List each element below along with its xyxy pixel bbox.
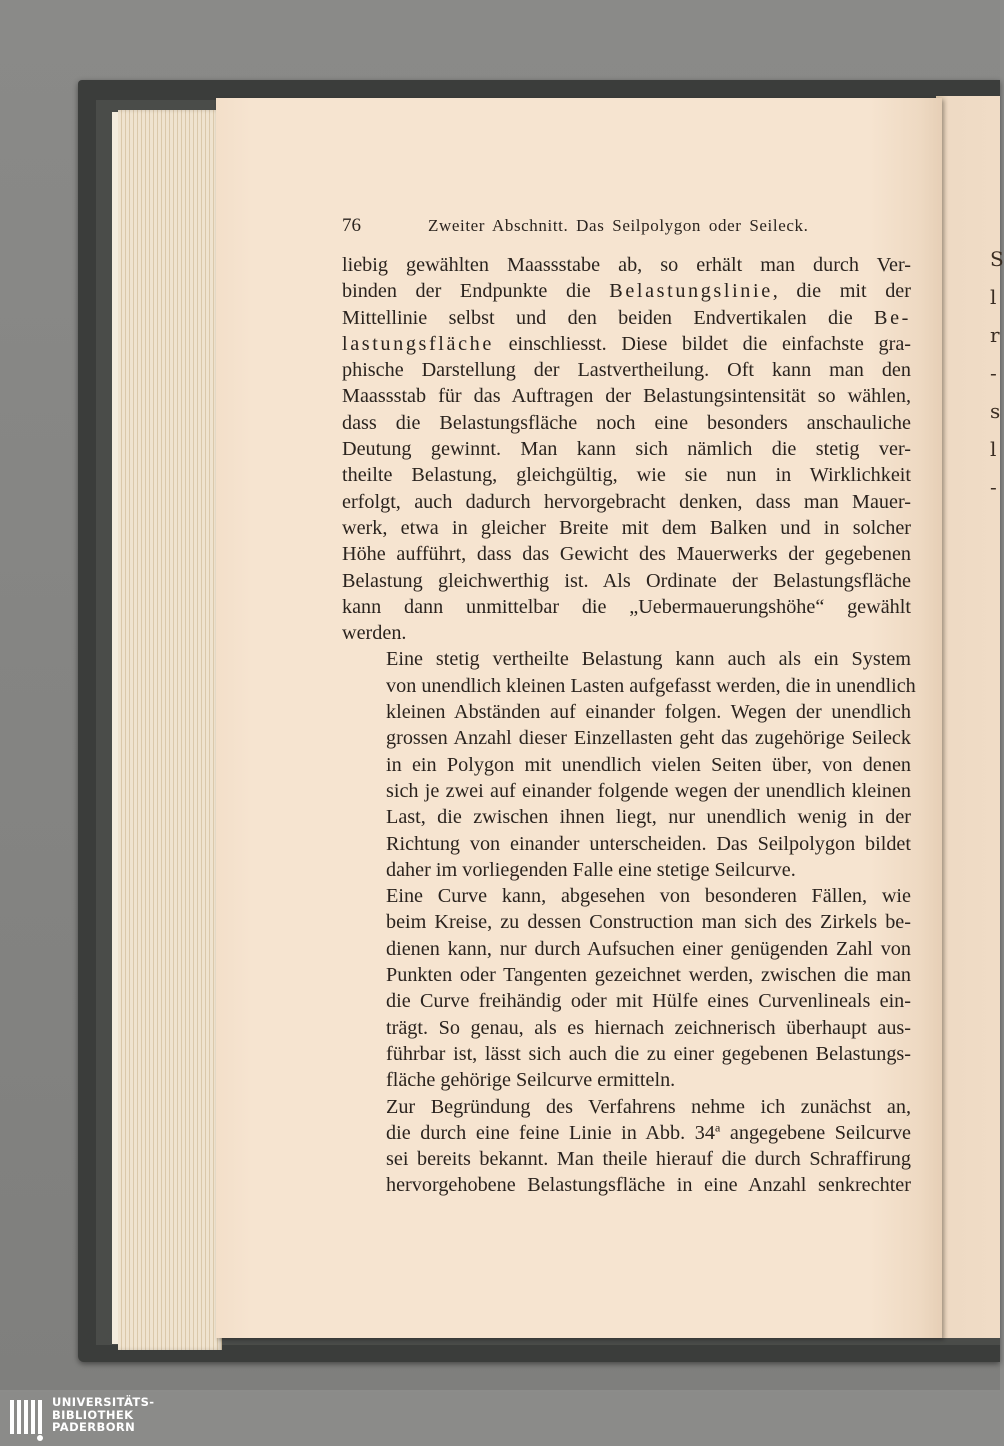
text-line: Deutung gewinnt. Man kann sich nämlich die stetig ver- xyxy=(342,438,911,461)
paragraph xyxy=(342,883,911,1093)
text-line: werk, etwa in gleicher Breite mit dem Balken und in solcher xyxy=(342,516,911,539)
text-line: grossen Anzahl dieser Einzellasten geht das zugehörige Seileck xyxy=(386,727,911,750)
text-line: Maassstab für das Auftragen der Belastungsintensität so wählen, xyxy=(342,385,911,408)
text-line: beim Kreise, zu dessen Construction man sich des Zirkels be- xyxy=(386,911,911,934)
text-line: erfolgt, auch dadurch hervorgebracht denken, dass man Mauer- xyxy=(342,490,911,513)
text-run: , die mit der xyxy=(772,280,911,303)
paragraph xyxy=(342,252,911,646)
logo-line: PADERBORN xyxy=(52,1420,136,1434)
text-line xyxy=(342,331,911,357)
text-line: Zur Begründung des Verfahrens nehme ich zunächst an, xyxy=(386,1095,911,1118)
emphasis-text: Belastungslinie xyxy=(609,280,773,303)
fragment-char: s xyxy=(990,399,1001,423)
page-edges-stack xyxy=(118,110,222,1350)
fragment-char: S xyxy=(990,247,1004,271)
text-line xyxy=(342,1120,911,1146)
text-line: dienen kann, nur durch Aufsuchen einer genügenden Zahl von xyxy=(386,937,911,960)
fragment-char: l xyxy=(990,437,997,461)
page-number: 76 xyxy=(342,215,361,236)
text-line: sich je zwei auf einander folgende wegen der unendlich kleinen xyxy=(386,779,911,802)
figure-superscript: a xyxy=(714,1120,721,1135)
fragment-char: - xyxy=(990,475,997,499)
text-line: Höhe aufführt, dass das Gewicht des Mauerwerks der gegebenen xyxy=(342,543,911,566)
text-line: Eine Curve kann, abgesehen von besonderen Fällen, wie xyxy=(386,885,911,908)
logo-line: UNIVERSITÄTS- xyxy=(52,1395,155,1409)
text-line: von unendlich kleinen Lasten aufgefasst werden, die in unendlich xyxy=(386,674,916,697)
text-line: trägt. So genau, als es hiernach zeichnerisch überhaupt aus- xyxy=(386,1016,911,1039)
text-line: fläche gehörige Seilcurve ermitteln. xyxy=(386,1069,676,1092)
text-line: hervorgehobene Belastungsfläche in eine Anzahl senkrechter xyxy=(386,1174,911,1197)
text-line: Last, die zwischen ihnen liegt, nur unendlich wenig in der xyxy=(386,806,911,829)
fragment-char: r xyxy=(990,323,1000,347)
text-line: Belastung gleichwerthig ist. Als Ordinate der Belastungsfläche xyxy=(342,569,911,592)
text-run: binden der Endpunkte die xyxy=(342,280,610,303)
text-line: Eine stetig vertheilte Belastung kann auch als ein System xyxy=(386,648,911,671)
text-line: sei bereits bekannt. Man theile hierauf die durch Schraffirung xyxy=(386,1148,911,1171)
text-line: dass die Belastungsfläche noch eine besonders anschauliche xyxy=(342,411,911,434)
running-header xyxy=(342,214,922,240)
library-logo-icon xyxy=(8,1398,44,1442)
text-line: liebig gewählten Maassstabe ab, so erhält man durch Ver- xyxy=(342,254,911,276)
text-line: phische Darstellung der Lastvertheilung. Oft kann man den xyxy=(342,359,911,382)
text-run: Mittellinie selbst und den beiden Endvertikalen die xyxy=(342,306,875,329)
text-run: angegebene Seilcurve xyxy=(720,1121,911,1144)
text-line: daher im vorliegenden Falle eine stetige Seilcurve. xyxy=(386,858,796,881)
fragment-char: - xyxy=(990,361,997,385)
text-line: die Curve freihändig oder mit Hülfe eines Curvenlineals ein- xyxy=(386,990,911,1013)
running-title: Zweiter Abschnitt. Das Seilpolygon oder Seileck. xyxy=(428,216,809,235)
text-line: in ein Polygon mit unendlich vielen Seiten über, von denen xyxy=(386,753,911,776)
text-line: führbar ist, lässt sich auch die zu einer gegebenen Belastungs- xyxy=(386,1042,911,1065)
emphasis-text: lastungsfläche xyxy=(342,332,494,355)
logo-line: BIBLIOTHEK xyxy=(52,1407,134,1422)
text-line: Punkten oder Tangenten gezeichnet werden, zwischen die man xyxy=(386,964,911,987)
emphasis-text: Be- xyxy=(874,306,911,329)
body-text xyxy=(342,252,916,1199)
text-line: theilte Belastung, gleichgültig, wie sie nun in Wirklichkeit xyxy=(342,464,911,487)
paragraph xyxy=(342,1094,911,1199)
text-run: einschliesst. Diese bildet die einfachste gra- xyxy=(493,332,911,355)
text-line xyxy=(342,305,911,331)
library-logo-text xyxy=(52,1396,212,1434)
text-line xyxy=(342,278,911,304)
facing-page-fragment xyxy=(990,246,1004,512)
text-line: kann dann unmittelbar die „Uebermauerungshöhe“ gewählt xyxy=(342,595,911,618)
paragraph xyxy=(342,646,916,883)
text-line: kleinen Abständen auf einander folgen. Wegen der unendlich xyxy=(386,701,911,724)
text-line: Richtung von einander unterscheiden. Das Seilpolygon bildet xyxy=(386,832,911,855)
text-line: werden. xyxy=(342,622,407,645)
fragment-char: l xyxy=(990,285,997,309)
text-run: die durch eine feine Linie in Abb. 34 xyxy=(386,1121,715,1144)
